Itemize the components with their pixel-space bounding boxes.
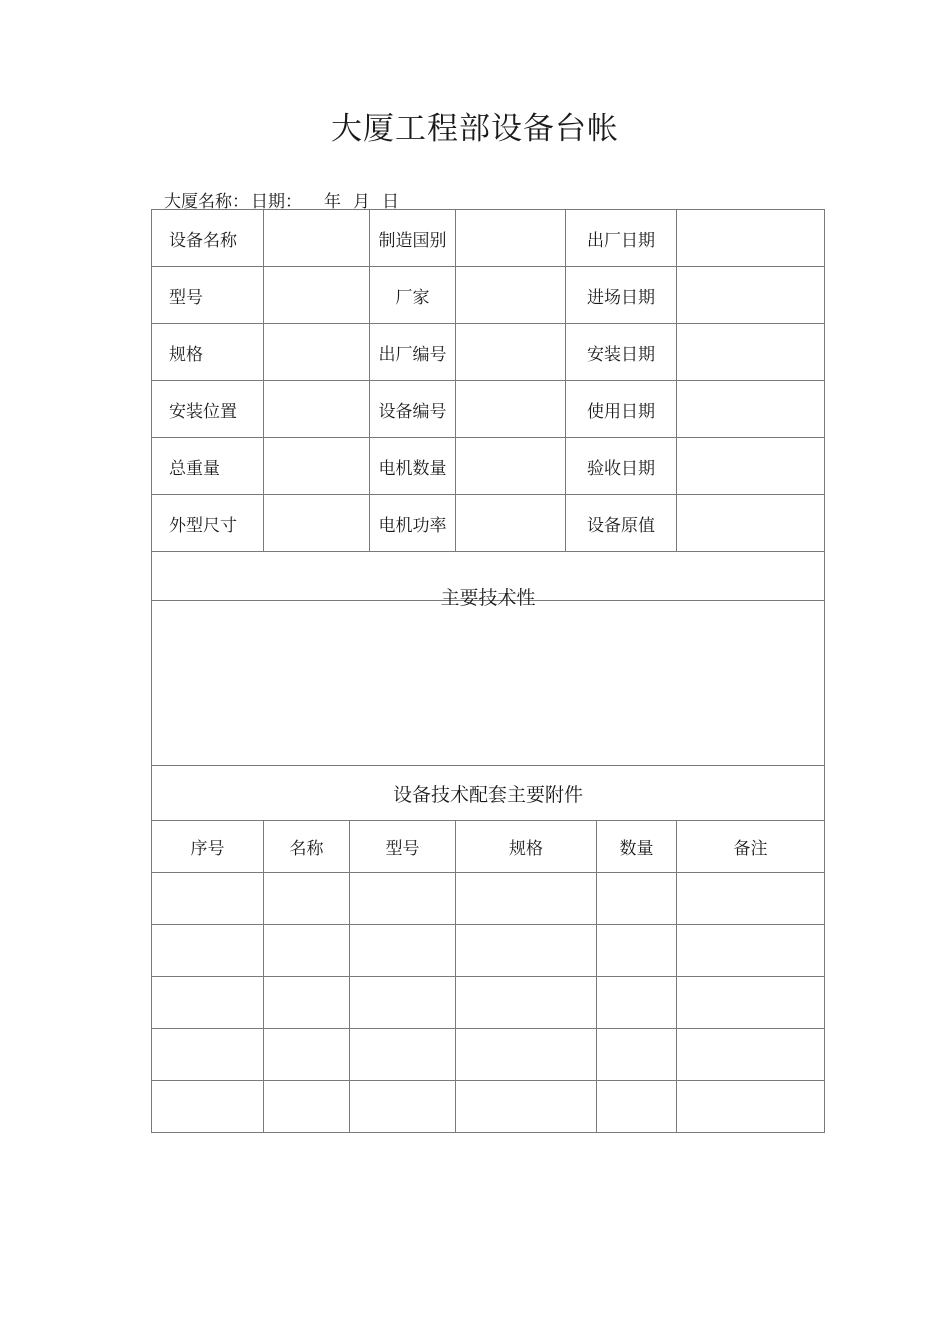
info-label: 型号 xyxy=(152,267,264,324)
date-label: 日期： xyxy=(251,192,302,212)
info-label: 制造国别 xyxy=(370,210,456,267)
cell-quantity[interactable] xyxy=(597,1081,677,1133)
cell-name[interactable] xyxy=(264,1081,350,1133)
cell-name[interactable] xyxy=(264,925,350,977)
cell-name[interactable] xyxy=(264,977,350,1029)
cell-index[interactable] xyxy=(152,925,264,977)
info-value-cell[interactable] xyxy=(456,267,566,324)
info-value-cell[interactable] xyxy=(677,267,825,324)
cell-spec[interactable] xyxy=(456,925,597,977)
cell-model[interactable] xyxy=(350,977,456,1029)
info-value-cell[interactable] xyxy=(264,438,370,495)
info-label: 厂家 xyxy=(370,267,456,324)
cell-spec[interactable] xyxy=(456,1029,597,1081)
cell-name[interactable] xyxy=(264,873,350,925)
info-value-cell[interactable] xyxy=(456,324,566,381)
column-header-remarks: 备注 xyxy=(677,821,825,873)
info-label: 进场日期 xyxy=(566,267,677,324)
building-name-label: 大厦名称： xyxy=(164,192,249,212)
info-value-cell[interactable] xyxy=(264,381,370,438)
info-label: 设备编号 xyxy=(370,381,456,438)
table-row xyxy=(152,977,825,1029)
cell-remarks[interactable] xyxy=(677,873,825,925)
cell-spec[interactable] xyxy=(456,977,597,1029)
cell-quantity[interactable] xyxy=(597,1029,677,1081)
column-header-name: 名称 xyxy=(264,821,350,873)
cell-spec[interactable] xyxy=(456,1081,597,1133)
info-value-cell[interactable] xyxy=(456,495,566,552)
cell-remarks[interactable] xyxy=(677,1029,825,1081)
info-label: 规格 xyxy=(152,324,264,381)
info-value-cell[interactable] xyxy=(456,381,566,438)
equipment-ledger-table xyxy=(151,209,825,1133)
info-label: 设备名称 xyxy=(152,210,264,267)
table-row xyxy=(152,925,825,977)
info-value-cell[interactable] xyxy=(456,210,566,267)
cell-remarks[interactable] xyxy=(677,977,825,1029)
info-value-cell[interactable] xyxy=(456,438,566,495)
column-header-index: 序号 xyxy=(152,821,264,873)
info-row xyxy=(152,267,825,324)
cell-remarks[interactable] xyxy=(677,1081,825,1133)
accessories-header-row xyxy=(152,766,825,821)
accessories-section-title: 设备技术配套主要附件 xyxy=(152,766,825,821)
info-label: 电机功率 xyxy=(370,495,456,552)
info-label: 外型尺寸 xyxy=(152,495,264,552)
cell-quantity[interactable] xyxy=(597,977,677,1029)
info-value-cell[interactable] xyxy=(677,210,825,267)
page-title: 大厦工程部设备台帐 xyxy=(331,111,619,147)
cell-model[interactable] xyxy=(350,1081,456,1133)
column-header-spec: 规格 xyxy=(456,821,597,873)
info-value-cell[interactable] xyxy=(677,324,825,381)
spec-body-row xyxy=(152,601,825,766)
info-label: 使用日期 xyxy=(566,381,677,438)
info-label: 出厂编号 xyxy=(370,324,456,381)
spec-content-cell[interactable] xyxy=(152,601,825,766)
info-value-cell[interactable] xyxy=(264,210,370,267)
cell-model[interactable] xyxy=(350,873,456,925)
cell-index[interactable] xyxy=(152,977,264,1029)
info-value-cell[interactable] xyxy=(264,324,370,381)
column-header-quantity: 数量 xyxy=(597,821,677,873)
info-label: 验收日期 xyxy=(566,438,677,495)
info-value-cell[interactable] xyxy=(677,381,825,438)
info-label: 电机数量 xyxy=(370,438,456,495)
info-row xyxy=(152,210,825,267)
cell-model[interactable] xyxy=(350,1029,456,1081)
cell-index[interactable] xyxy=(152,873,264,925)
info-value-cell[interactable] xyxy=(264,267,370,324)
table-row xyxy=(152,1029,825,1081)
spec-section-title xyxy=(152,552,825,609)
cell-quantity[interactable] xyxy=(597,873,677,925)
info-label: 总重量 xyxy=(152,438,264,495)
info-value-cell[interactable] xyxy=(677,438,825,495)
table-row xyxy=(152,873,825,925)
info-row xyxy=(152,381,825,438)
cell-name[interactable] xyxy=(264,1029,350,1081)
spec-section-title-text: 主要技术性 xyxy=(440,587,536,609)
cell-model[interactable] xyxy=(350,925,456,977)
info-row xyxy=(152,324,825,381)
accessories-column-header-row xyxy=(152,821,825,873)
info-label: 出厂日期 xyxy=(566,210,677,267)
info-label: 安装日期 xyxy=(566,324,677,381)
day-label: 日 xyxy=(382,192,399,212)
table-row xyxy=(152,1081,825,1133)
year-label: 年 xyxy=(324,192,341,212)
info-value-cell[interactable] xyxy=(264,495,370,552)
info-row xyxy=(152,495,825,552)
column-header-model: 型号 xyxy=(350,821,456,873)
info-value-cell[interactable] xyxy=(677,495,825,552)
spec-header-row xyxy=(152,552,825,601)
cell-index[interactable] xyxy=(152,1081,264,1133)
cell-quantity[interactable] xyxy=(597,925,677,977)
cell-spec[interactable] xyxy=(456,873,597,925)
cell-remarks[interactable] xyxy=(677,925,825,977)
month-label: 月 xyxy=(353,192,370,212)
info-label: 安装位置 xyxy=(152,381,264,438)
info-label: 设备原值 xyxy=(566,495,677,552)
info-row xyxy=(152,438,825,495)
cell-index[interactable] xyxy=(152,1029,264,1081)
